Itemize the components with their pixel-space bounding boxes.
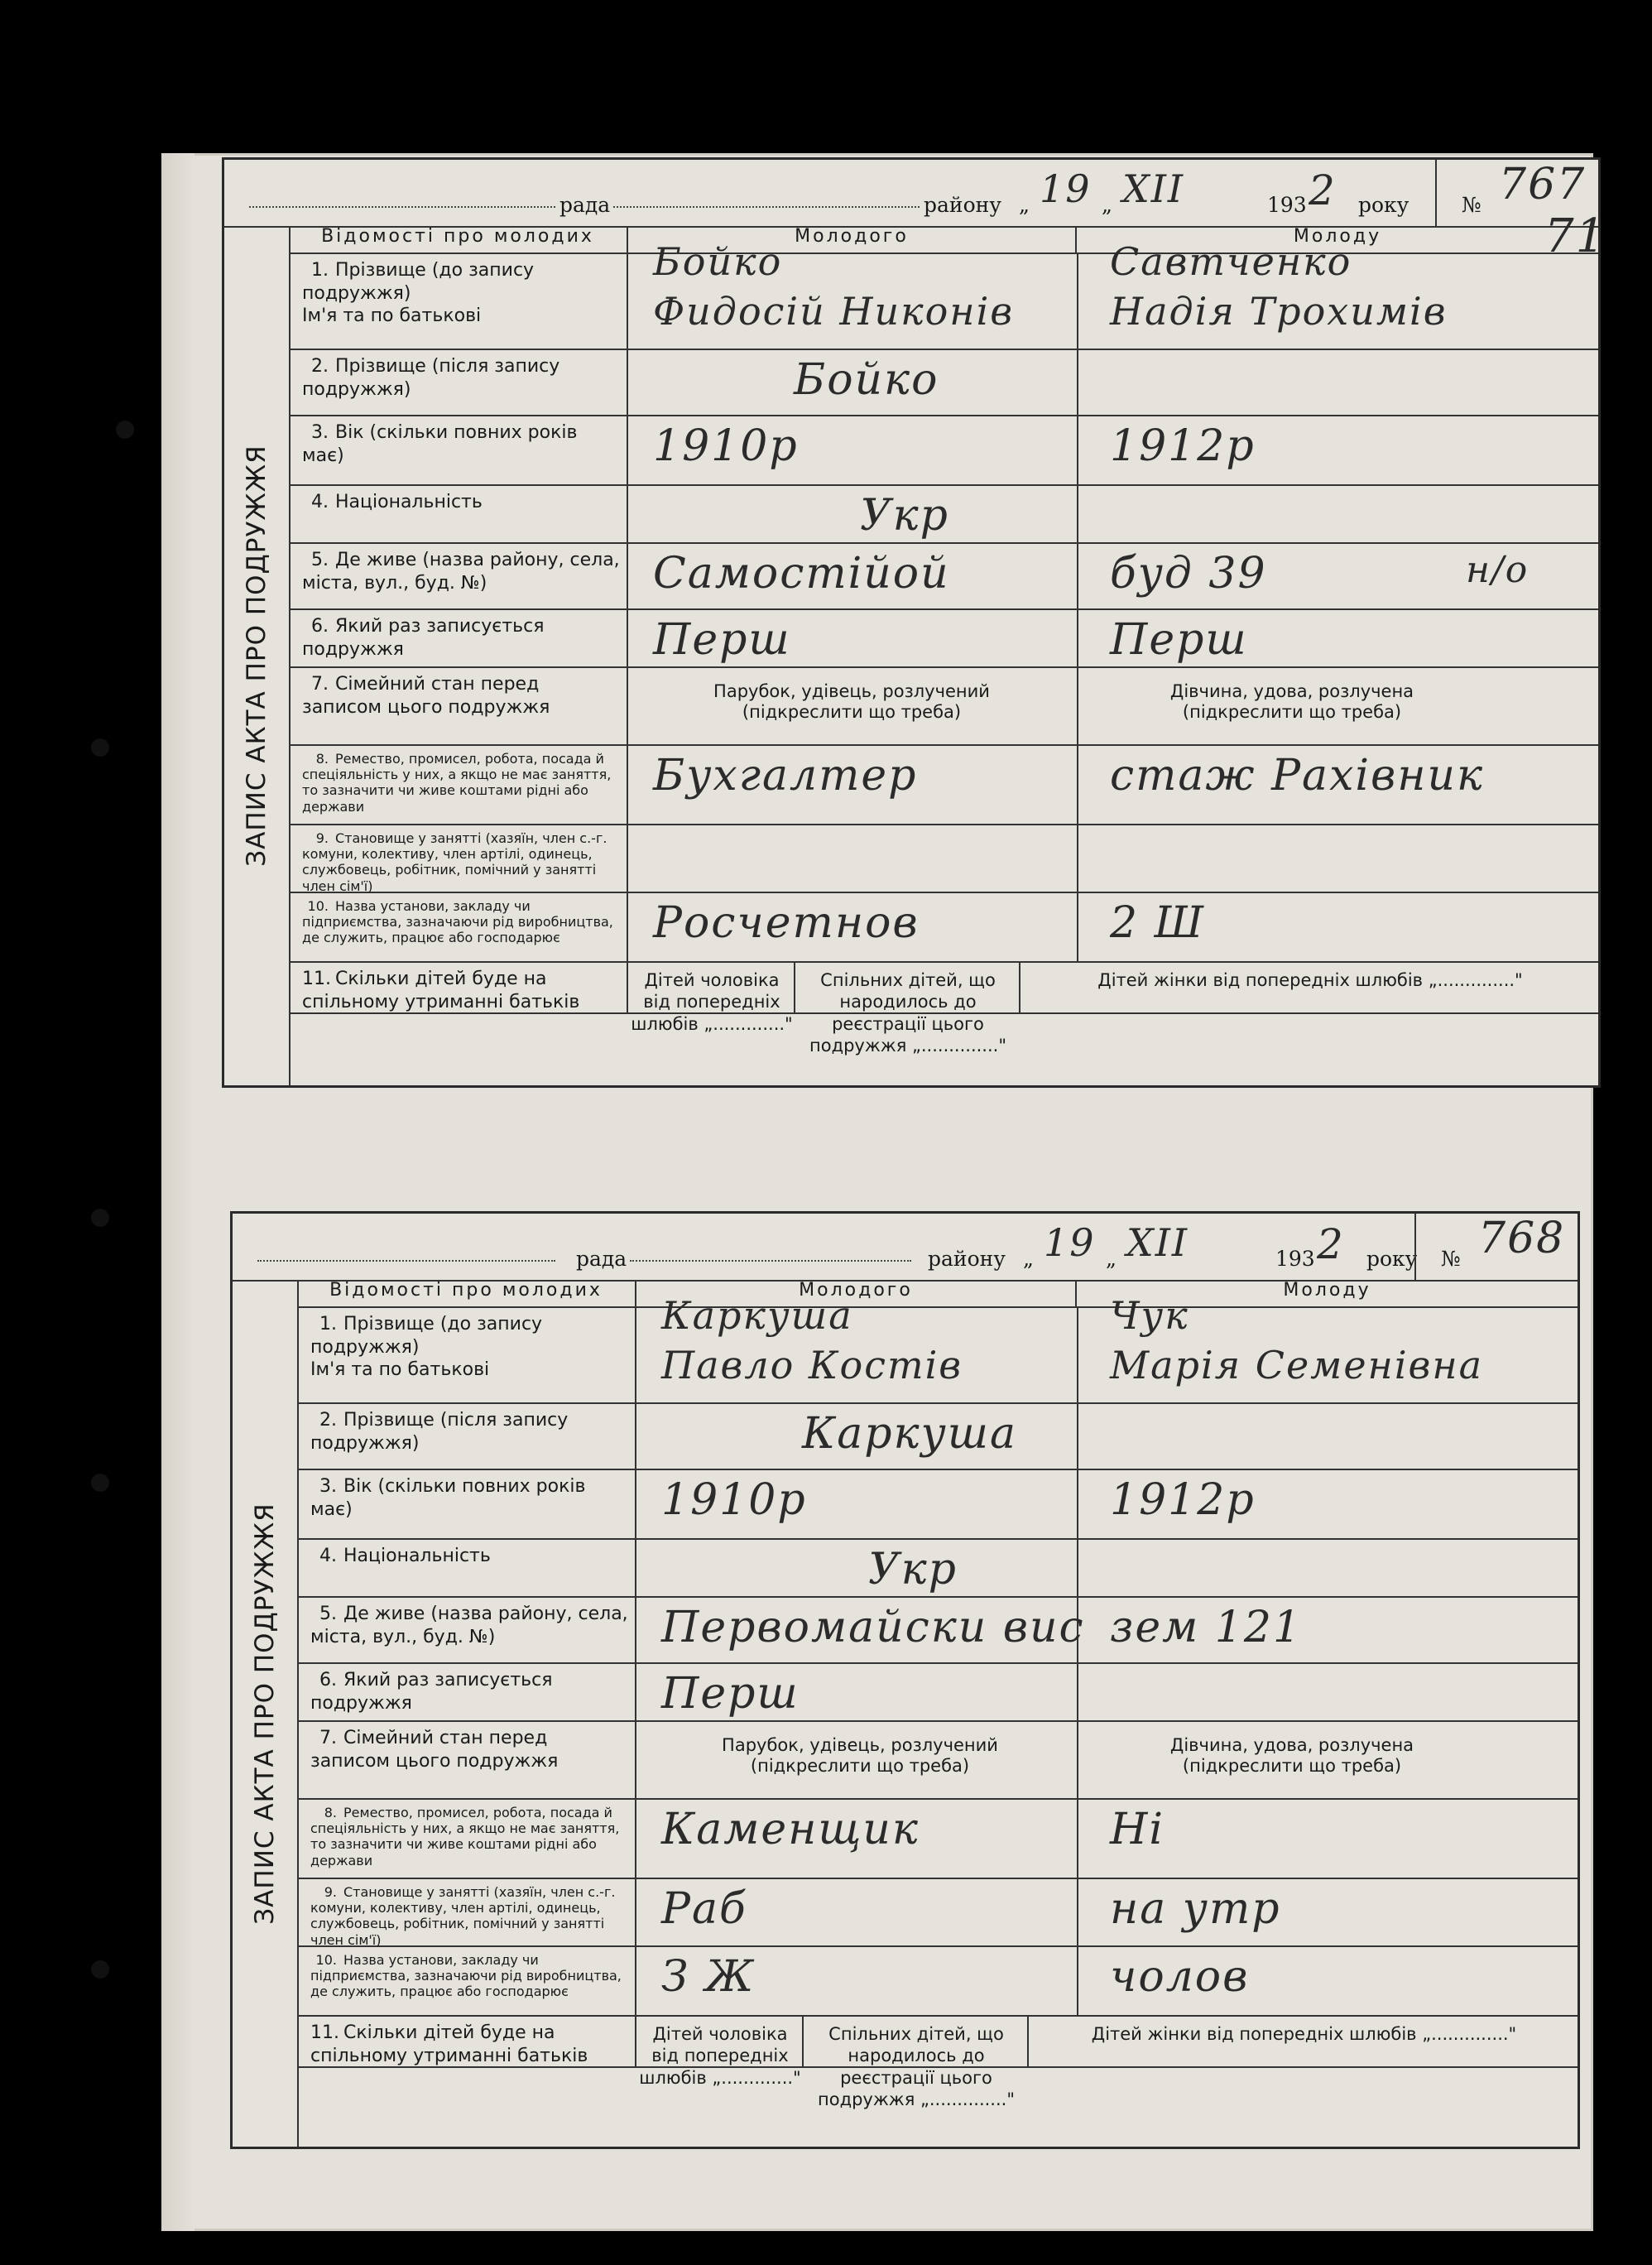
groom-name: Фидосій Никонів [653,289,1015,334]
column-divider [1077,825,1078,892]
col-bride-header: Молоду [1077,1280,1578,1308]
row-label-text: Сімейний стан перед записом цього подружжя [302,674,550,718]
row-number: 2. [319,1410,337,1431]
column-divider [1077,1947,1078,2015]
row-label [297,2017,636,2066]
bride-surname: Чук [1110,1293,1189,1338]
row-number: 7. [319,1728,337,1748]
column-divider [1077,1404,1078,1469]
row-number: 8. [324,1805,337,1820]
kids-husband-field: Дітей чоловіка від попередніх шлюбів „............." [638,2017,804,2066]
kids-common-field: Спільних дітей, що народилось до реєстрації цього подружжя „.............." [797,963,1020,1012]
groom-age: 1910р [653,421,799,471]
year-suffix: року [1366,1247,1418,1271]
form-row-9 [297,1879,1578,1947]
row-label [289,350,628,415]
groom-surname: Каркуша [661,1293,853,1338]
column-divider [1077,544,1078,608]
form-row-8 [289,746,1598,825]
record-header: рада району „ 19 „ XII 193 2 року № 768 [233,1214,1578,1282]
row-label [289,963,628,1012]
row-label [289,254,628,349]
groom-workplace: З Ж [661,1952,756,2002]
row-number: 3. [319,1476,337,1497]
row-label [289,825,628,892]
groom-address: Самостійой [653,549,950,599]
bride-name: Марія Семенівна [1110,1343,1484,1387]
row-label-text: Прізвище (до запису подружжя) Ім'я та по батькові [310,1314,543,1380]
row-label [289,544,628,608]
raion-label: району [928,1247,1006,1271]
row-label [297,1308,636,1402]
record-number-box [1435,160,1607,263]
form-row-9 [289,825,1598,893]
bride-times: Перш [1110,615,1248,665]
bride-age: 1912р [1110,1475,1256,1525]
form-row-7 [289,668,1598,746]
record-header: рада району „ 19 „ XII 193 2 року № 767 71 [224,160,1598,228]
row-number: 8. [315,751,329,767]
groom-nationality: Укр [860,491,949,541]
form-row-2 [297,1404,1578,1470]
bride-status-options: Дівчина, удова, розлучена (підкреслити що треба) [1169,1735,1414,1777]
form-row-1 [289,239,1598,350]
row-label [297,1947,636,2015]
row-number: 2. [311,356,329,377]
col-groom-header: Молодого [636,1280,1077,1308]
col-bride-header: Молоду [1077,226,1598,254]
row-label [297,1470,636,1538]
bride-workplace: чолов [1110,1952,1250,2002]
row-label-text: Який раз записується подружжя [310,1670,553,1714]
marriage-record-1 [222,157,1607,1088]
col-info-header: Відомості про молодих [289,226,628,254]
form-row-6 [289,610,1598,668]
row-number: 11. [310,2022,339,2043]
row-label-text: Вік (скільки повних років має) [310,1476,586,1520]
row-label-text: Де живе (назва району, села, міста, вул., буд. №) [302,550,620,594]
row-label [297,1722,636,1798]
record-number-box [1414,1214,1578,1280]
record-number: 768 [1478,1214,1566,1263]
bride-occupation: стаж Рахівник [1110,751,1485,801]
raion-label: району [924,193,1001,217]
year-digit: 2 [1317,1220,1345,1268]
form-row-8 [297,1800,1578,1879]
groom-workplace: Росчетнов [653,898,920,948]
row-label-text: Прізвище (після запису подружжя) [310,1410,569,1454]
row-label-text: Назва установи, закладу чи підприємства, зазначаючи рід виробництва, де служить, працює або господарює [310,1952,622,2000]
form-row-4 [297,1540,1578,1598]
row-label-text: Сімейний стан перед записом цього подружжя [310,1728,559,1772]
row-label [297,1540,636,1596]
column-divider [1077,893,1078,961]
kids-common-field: Спільних дітей, що народилось до реєстрації цього подружжя „.............." [805,2017,1029,2066]
bride-name: Надія Трохимів [1110,289,1448,334]
row-number: 10. [307,898,329,914]
column-divider [1077,254,1078,349]
column-divider [1077,746,1078,824]
row-label-text: Національність [343,1546,491,1566]
form-row-10 [289,893,1598,963]
groom-nationality: Укр [868,1545,958,1594]
bride-address: буд 39 [1110,549,1267,599]
row-label [297,1879,636,1948]
form-row-6 [297,1664,1578,1722]
row-label [289,668,628,744]
groom-surname-after: Каркуша [802,1409,1018,1459]
row-label-text: Який раз записується подружжя [302,616,545,660]
groom-status-options: Парубок, удівець, розлучений (підкреслити що треба) [722,1735,998,1777]
column-divider [1077,350,1078,415]
row-number: 3. [311,422,329,443]
groom-times: Перш [661,1669,800,1719]
punch-hole [91,1474,109,1492]
marriage-record-2 [230,1211,1580,2149]
row-label [297,1598,636,1662]
row-number: 7. [311,674,329,695]
row-label-text: Становище у занятті (хазяїн, член с.-г. комуни, колективу, член артілі, одинець, службовець, робітник, помічний у занятті член сім'ї) [302,830,607,894]
row-label-text: Скільки дітей буде на спільному утриманні батьків [310,2022,588,2066]
row-number: 11. [302,969,331,989]
column-divider [1077,1470,1078,1538]
torn-edge [161,153,194,2231]
column-divider [1077,1722,1078,1798]
row-label [289,893,628,961]
date-month: XII [1122,166,1185,211]
column-divider [1077,668,1078,744]
form-row-1 [297,1293,1578,1404]
row-number: 1. [311,260,329,281]
side-title: ЗАПИС АКТА ПРО ПОДРУЖЖЯ [233,1280,299,2147]
kids-husband-field: Дітей чоловіка від попередніх шлюбів „............." [630,963,795,1012]
row-label [297,1664,636,1720]
groom-occupation: Каменщик [661,1805,920,1854]
row-label [289,746,628,824]
col-info-header: Відомості про молодих [297,1280,636,1308]
row-number: 9. [324,1884,337,1900]
row-number: 1. [319,1314,337,1334]
row-number: 5. [311,550,329,570]
groom-occupation: Бухгалтер [653,751,918,801]
form-row-3 [289,416,1598,486]
row-label-text: Ремество, промисел, робота, посада й спеціяльність у них, а якщо не має заняття, то зазначити чи живе коштами рідні або держави [302,751,612,815]
form-row-11 [289,963,1598,1056]
row-label-text: Де живе (назва району, села, міста, вул., буд. №) [310,1604,628,1647]
bride-position: на утр [1110,1884,1281,1934]
form-row-3 [297,1470,1578,1540]
rada-label: рада [559,193,611,217]
col-groom-header: Молодого [628,226,1077,254]
bride-age: 1912р [1110,421,1256,471]
row-label-text: Ремество, промисел, робота, посада й спеціяльність у них, а якщо не має заняття, то зазначити чи живе коштами рідні або держави [310,1805,620,1868]
row-label-text: Назва установи, закладу чи підприємства, зазначаючи рід виробництва, де служить, працює або господарює [302,898,613,946]
groom-surname: Бойко [653,239,783,284]
bride-workplace: 2 Ш [1110,898,1205,948]
column-divider [1077,610,1078,666]
row-number: 6. [311,616,329,637]
row-number: 10. [315,1952,337,1968]
groom-status-options: Парубок, удівець, розлучений (підкреслити що треба) [713,681,990,723]
date-day: 19 [1040,166,1092,211]
row-number: 4. [311,492,329,512]
column-divider [1077,1800,1078,1878]
column-divider [1077,486,1078,542]
form-row-4 [289,486,1598,544]
groom-surname-after: Бойко [794,355,939,405]
side-title: ЗАПИС АКТА ПРО ПОДРУЖЖЯ [224,226,291,1085]
record-number: 767 [1499,160,1587,209]
row-label-text: Національність [335,492,483,512]
bride-status-options: Дівчина, удова, розлучена (підкреслити що треба) [1169,681,1414,723]
form-row-11 [297,2017,1578,2109]
form-row-5 [297,1598,1578,1664]
row-label-text: Скільки дітей буде на спільному утриманні батьків [302,969,580,1012]
column-divider [1077,1664,1078,1720]
form-row-7 [297,1722,1578,1800]
column-divider [1077,1308,1078,1402]
row-label-text: Становище у занятті (хазяїн, член с.-г. комуни, колективу, член артілі, одинець, службовець, робітник, помічний у занятті член сім'ї) [310,1884,616,1948]
groom-name: Павло Костів [661,1343,963,1387]
year-digit: 2 [1309,166,1337,214]
row-number: 5. [319,1604,337,1624]
column-divider [1077,416,1078,484]
row-number: 4. [319,1546,337,1566]
row-label [289,610,628,666]
bride-surname: Савтченко [1110,239,1352,284]
punch-hole [91,738,109,757]
row-label [297,1404,636,1469]
punch-hole [91,1209,109,1227]
row-label-text: Вік (скільки повних років має) [302,422,578,466]
punch-hole [116,421,134,439]
row-number: 9. [315,830,329,846]
row-number: 6. [319,1670,337,1690]
year-suffix: року [1358,193,1409,217]
year-prefix: 193 [1275,1247,1315,1271]
groom-address: Первомайски вис [661,1603,1085,1652]
punch-hole [91,1960,109,1979]
date-day: 19 [1044,1220,1096,1265]
groom-position: Раб [661,1884,747,1934]
groom-times: Перш [653,615,791,665]
bride-address-extra: н/о [1466,549,1530,591]
form-row-10 [297,1947,1578,2017]
column-divider [1077,1540,1078,1596]
form-row-2 [289,350,1598,416]
row-label [297,1800,636,1878]
row-label-text: Прізвище (після запису подружжя) [302,356,560,400]
column-divider [1077,1879,1078,1945]
number-label: № [1441,1247,1461,1271]
form-row-5 [289,544,1598,610]
corner-number: 71 [1544,209,1607,263]
bride-occupation: Ні [1110,1805,1165,1854]
groom-age: 1910р [661,1475,807,1525]
bride-address: зем 121 [1110,1603,1303,1652]
number-label: № [1462,193,1482,217]
row-label-text: Прізвище (до запису подружжя) Ім'я та по батькові [302,260,535,326]
kids-wife-field: Дітей жінки від попередніх шлюбів „.............." [1091,2024,1517,2044]
kids-wife-field: Дітей жінки від попередніх шлюбів „.............." [1097,970,1523,990]
row-label [289,486,628,542]
row-label [289,416,628,484]
date-month: XII [1126,1220,1189,1265]
year-prefix: 193 [1267,193,1307,217]
rada-label: рада [576,1247,627,1271]
